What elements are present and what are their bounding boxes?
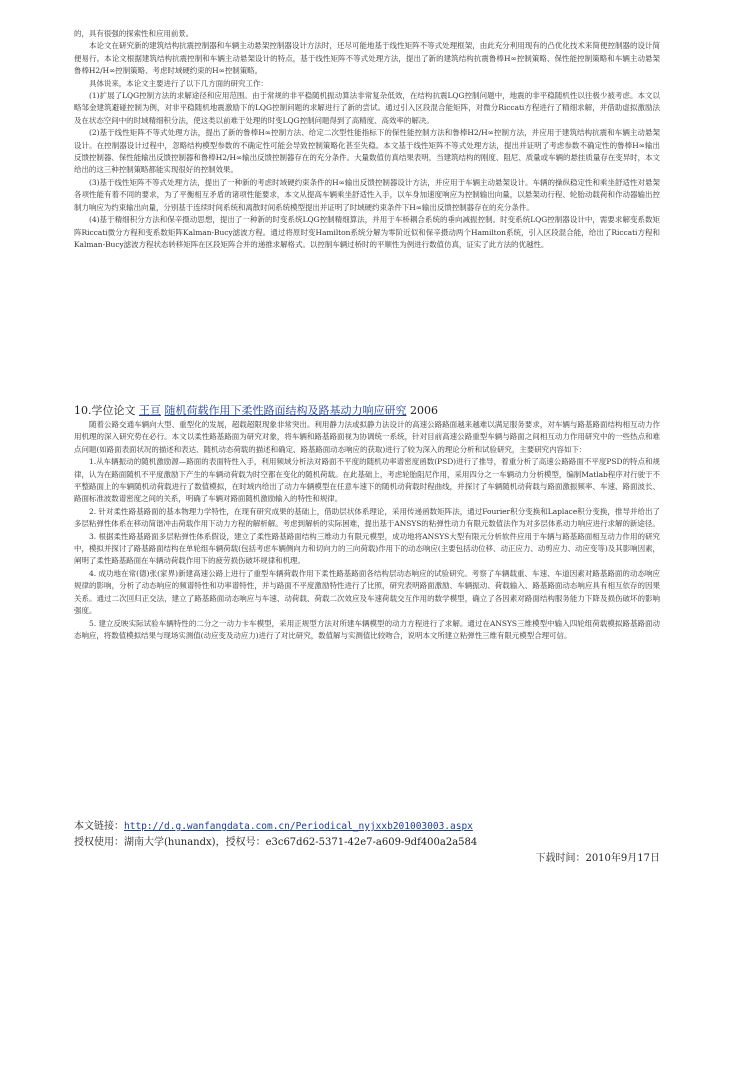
document-footer (74, 819, 660, 867)
entry-abstract (74, 419, 660, 642)
entry-abstract-paragraph: 2. 针对柔性路基路面的基本物理力学特性，在现有研究成果的基础上，借助层状体系理论，采用传递函数矩阵法，通过Fourier积分变换和Laplace积分变换，推导并给出了多层粘弹性体系在移动简谐冲击荷载作用下动力方程的解析解。考虑到解析的实际困难，提出基于ANSYS的粘弹性动力有限元数值法作为对多层体系动力响应进行求解的新途径。 (74, 506, 660, 529)
abstract-paragraph: (2)基于线性矩阵不等式处理方法，提出了新的鲁棒H∞控制方法、给定二次型性能指标下的保性能控制方法和鲁棒H2/H∞控制方法，并应用于建筑结构抗震和车辆主动悬架设计。在控制器设计过程中，忽略结构模型参数的不确定性可能会导致控制策略化甚至失稳。本文基于线性矩阵不等式处理方法，提出并证明了考虑参数不确定性的鲁棒H∞输出反馈控制器、保性能输出反馈控制器和鲁棒H2/H∞输出反馈控制器存在的充分条件。大量数值仿真结果表明，当建筑结构的刚度、阻尼、质量或车辆的悬挂质量存在变异时，本文给出的这三种控制策略都能实现很好的控制效果。 (74, 128, 660, 175)
entry-title-link[interactable]: 随机荷载作用下柔性路面结构及路基动力响应研究 (164, 404, 407, 417)
entry-year: 2006 (410, 404, 438, 417)
abstract-paragraph: (4)基于精细积分方法和保辛摄动思想，提出了一种新的时变系统LQG控制精细算法，并用于车桥耦合系统的垂向减振控制。时变系统LQG控制器设计中，需要求解变系数矩阵Riccati微分方程和变系数矩阵Kalman-Bucy滤波方程。通过将原时变Hamilton系统分解为零阶近似和保辛摄动两个Hamilton系统，引入区段混合能，给出了Riccati方程和Kalman-Bucy滤波方程状态转移矩阵在区段矩阵合并的递推求解格式。以控制车辆过桥时的平顺性为例进行数值仿真，证实了此方法的优越性。 (74, 215, 660, 249)
article-link-label: 本文链接： (74, 821, 124, 832)
entry-number: 10. (74, 404, 92, 417)
reference-entry-heading (74, 404, 660, 418)
abstract-paragraph: (3)基于线性矩阵不等式处理方法，提出了一种新的考虑时域硬约束条件的H∞输出反馈控制器设计方法，并应用于车辆主动悬架设计。车辆的操纵稳定性和乘坐舒适性对悬架各项性能有着不同的要求，为了平衡相互矛盾的诸项性能要求，本文从提高车辆乘坐舒适性入手，以车身加速度响应为控制输出向量，以悬架动行程、轮胎动载荷和作动器输出控制力响应为约束输出向量，分别基于连续时间系统和离散时间系统模型提出并证明了时域硬约束条件下H∞输出反馈控制器存在的充分条件。 (74, 177, 660, 212)
download-time: 下载时间：2010年9月17日 (535, 853, 660, 864)
article-link-line (74, 819, 660, 835)
entry-type: 学位论文 (91, 404, 136, 417)
entry-abstract-paragraph: 5. 建立反映实际试验车辆特性的二分之一动力卡车模型，采用正规型方法对所建车辆模型的动力方程进行了求解。通过在ANSYS三维模型中输入四轮组荷载模拟路基路面动态响应，将数值模拟结果与现场实测值(动应变及动应力)进行了对比研究，数值解与实测值比较吻合，说明本文所建立粘弹性三维有限元模型合理可信。 (74, 618, 660, 640)
abstract-continuation (74, 28, 660, 251)
article-link[interactable]: http://d.g.wanfangdata.com.cn/Periodical_nyjxxb201003003.aspx (124, 821, 473, 832)
entry-abstract-paragraph: 1.从车辆振动的随机激励源—路面的表面特性入手，利用频域分析法对路面不平度的随机功率谱密度函数(PSD)进行了推导，着重分析了高速公路路面不平度PSD的特点和规律，认为在路面随机不平度激励下产生的车辆动荷载为时空都在变化的随机荷载。在此基础上，考虑轮胎阻尼作用，采用四分之一车辆动力分析模型，编制Matlab程序对行驶于不平整路面上的车辆随机动荷载进行了数值模拟，在时域内给出了动力车辆模型在任意车速下的随机动荷载时程曲线，并探讨了车辆随机动荷载与路面激振频率、车速、路面波长、路面标准波数谱密度之间的关系，明确了车辆对路面随机激励输入的特性和规律。 (74, 457, 660, 504)
entry-abstract-paragraph: 随着公路交通车辆向大型、重型化的发展，超载超限现象非常突出。利用静力法或拟静力法设计的高速公路路面越来越难以满足服务要求，对车辆与路基路面结构相互动力作用机理的深入研究势在必行。本文以柔性路基路面为研究对象，将车辆和路基路面视为协调统一系统，针对目前高速公路重型车辆与路面之间相互动力作用研究中的一些热点和难点问题(如路面表面状况的描述和表达、随机动态荷载的描述和确定、路基路面动态响应的获取)进行了较为深入的理论分析和试验研究，主要研究内容如下： (74, 420, 660, 454)
license-line: 授权使用：湖南大学(hunandx)，授权号：e3c67d62-5371-42e7-a609-9df400a2a584 (74, 837, 478, 848)
entry-abstract-paragraph: 3. 根据柔性路基路面多层粘弹性体系假设，建立了柔性路基路面结构三维动力有限元模型，成功地将ANSYS大型有限元分析软件应用于车辆与路基路面相互动力作用的研究中，模拟并探讨了路基路面结构在单轮组车辆荷载(包括考虑车辆侧向力和切向力的三向荷载)作用下的动态响应(主要包括动位移、动正应力、动剪应力、动应变等)及其影响因素，阐明了柔性路基路面在车辆动荷载作用下的疲劳损伤破坏规律和机理。 (74, 531, 660, 566)
entry-author-link[interactable]: 王亘 (139, 404, 161, 417)
abstract-paragraph: (1)扩展了LQG控制方法的求解途径和应用范围。由于常规的非平稳随机振动算法非常复杂低效，在结构抗震LQG控制问题中，地震的非平稳随机性以往极少被考虑。本文以略邹金建筑避碰控制为例，对非平稳随机地震激励下的LQG控制问题的求解进行了新的尝试。通过引入区段混合能矩阵，对微分Riccati方程进行了精细求解，并借助虚拟激励法及在状态空间中的时域精细积分法，使这类以前难于处理的时变LQG控制问题得到了高精度、高效率的解决。 (74, 91, 660, 125)
abstract-paragraph: 本论文在研究新的建筑结构抗震控制器和车辆主动悬架控制器设计方法时，还尽可能地基于线性矩阵不等式处理框架，由此充分利用现有的凸优化技术来简便控制器的设计简便易行。本论文根据建筑结构抗震控制和车辆主动悬架设计的特点，基于线性矩阵不等式处理方法，提出了新的建筑结构抗震鲁棒H∞控制策略、保性能控制策略和车辆主动悬架鲁棒H2/H∞控制策略、考虑时域硬约束的H∞控制策略。 (74, 41, 660, 76)
abstract-paragraph: 的，具有很强的探索性和应用前景。 (74, 29, 194, 38)
entry-abstract-paragraph: 4. 成功地在常(德)张(家界)新建高速公路上进行了重型车辆荷载作用下柔性路基路面各结构层动态响应的试验研究。考察了车辆载重、车速、车道因素对路基路面的动态响应规律的影响，分析了动态响应的频谱特性和功率谱特性，并与路面不平度激励特性进行了比照，研究表明路面激励、车辆振动、荷载输入、路基路面动态响应具有相互依存的因果关系。通过二次回归正交法，建立了路基路面动态响应与车速、动荷载、荷载二次效应及车速荷载交互作用的数学模型，确立了各因素对路面结构服务能力下降及损伤破坏的影响强度。 (74, 568, 660, 616)
abstract-paragraph: 具体说来，本论文主要进行了以下几方面的研究工作： (89, 78, 268, 88)
